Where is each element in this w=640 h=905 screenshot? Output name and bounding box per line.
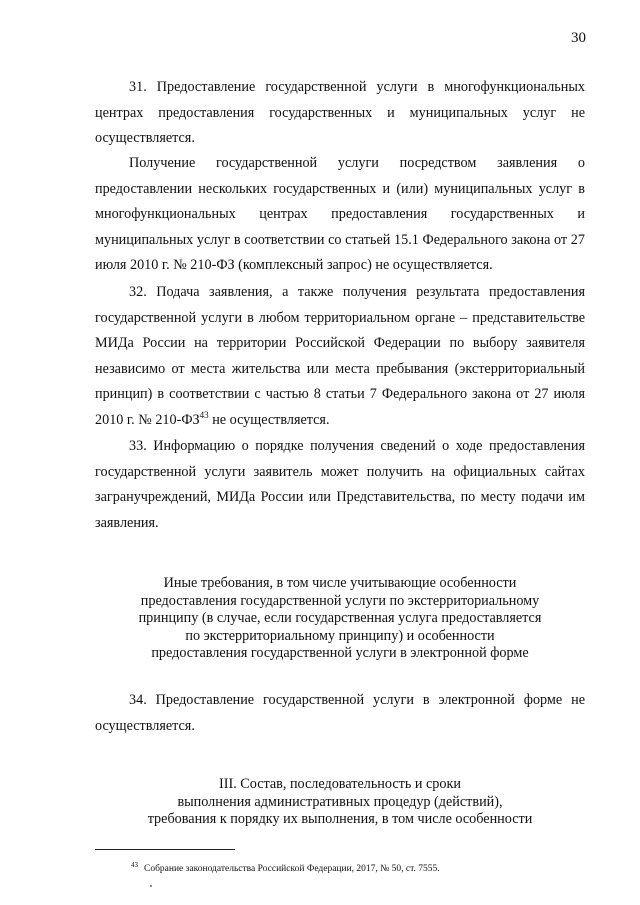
paragraph-32: 32. Подача заявления, а также получения результата предоставления государственной услуги в любом территориальном органе – представительстве МИДа России на территории Российской Федерации по выбору заявителя независимо от места жительства или места пребывания (экстерриториальный принцип) в соответствии с частью 8 статьи 7 Федерального закона от 27 июля 2010 г. № 210-ФЗ$^{43}$ не осуществляется. bbox=[95, 284, 585, 428]
page-number: 30 bbox=[571, 30, 586, 46]
footnote bbox=[131, 861, 440, 874]
heading-line: предоставления государственной услуги в электронной форме bbox=[151, 645, 529, 661]
section-heading-iii bbox=[95, 776, 585, 829]
heading-line: предоставления государственной услуги по экстерриториальному bbox=[140, 592, 540, 609]
paragraph-33: 33. Информацию о порядке получения сведений о ходе предоставления государственной услуги заявитель может получить на официальных сайтах загранучреждений, МИДа России или Представительства, по месту подачи им заявления. bbox=[95, 438, 585, 531]
heading-line: по экстерриториальному принципу) и особенности bbox=[185, 627, 495, 644]
scan-speck bbox=[150, 885, 152, 887]
footnote-ref-43: 43 bbox=[199, 409, 209, 420]
paragraph-complex-request: Получение государственной услуги посредством заявления о предоставлении нескольких государственных и (или) муниципальных услуг в многофункциональных центрах предоставления государственных и муниципальных услуг в соответствии со статьей 15.1 Федерального закона от 27 июля 2010 г. № 210-ФЗ (комплексный запрос) не осуществляется. bbox=[95, 155, 585, 274]
footnote-number: 43 bbox=[131, 861, 138, 869]
paragraph-34: 34. Предоставление государственной услуги в электронной форме не осуществляется. bbox=[95, 692, 585, 734]
heading-line: III. Состав, последовательность и сроки bbox=[219, 776, 461, 792]
heading-line: принципу (в случае, если государственная услуга предоставляется bbox=[138, 610, 542, 626]
section-heading-other-requirements bbox=[95, 575, 585, 663]
paragraph-31: 31. Предоставление государственной услуги в многофункциональных центрах предоставления государственных и муниципальных услуг не осуществляется. bbox=[95, 79, 585, 147]
footnote-text: Собрание законодательства Российской Федерации, 2017, № 50, ст. 7555. bbox=[144, 864, 440, 874]
footnote-divider bbox=[95, 849, 235, 850]
heading-line: Иные требования, в том числе учитывающие особенности bbox=[163, 575, 517, 591]
heading-line: требования к порядку их выполнения, в том числе особенности bbox=[147, 811, 533, 827]
heading-line: выполнения административных процедур (действий), bbox=[177, 793, 503, 810]
